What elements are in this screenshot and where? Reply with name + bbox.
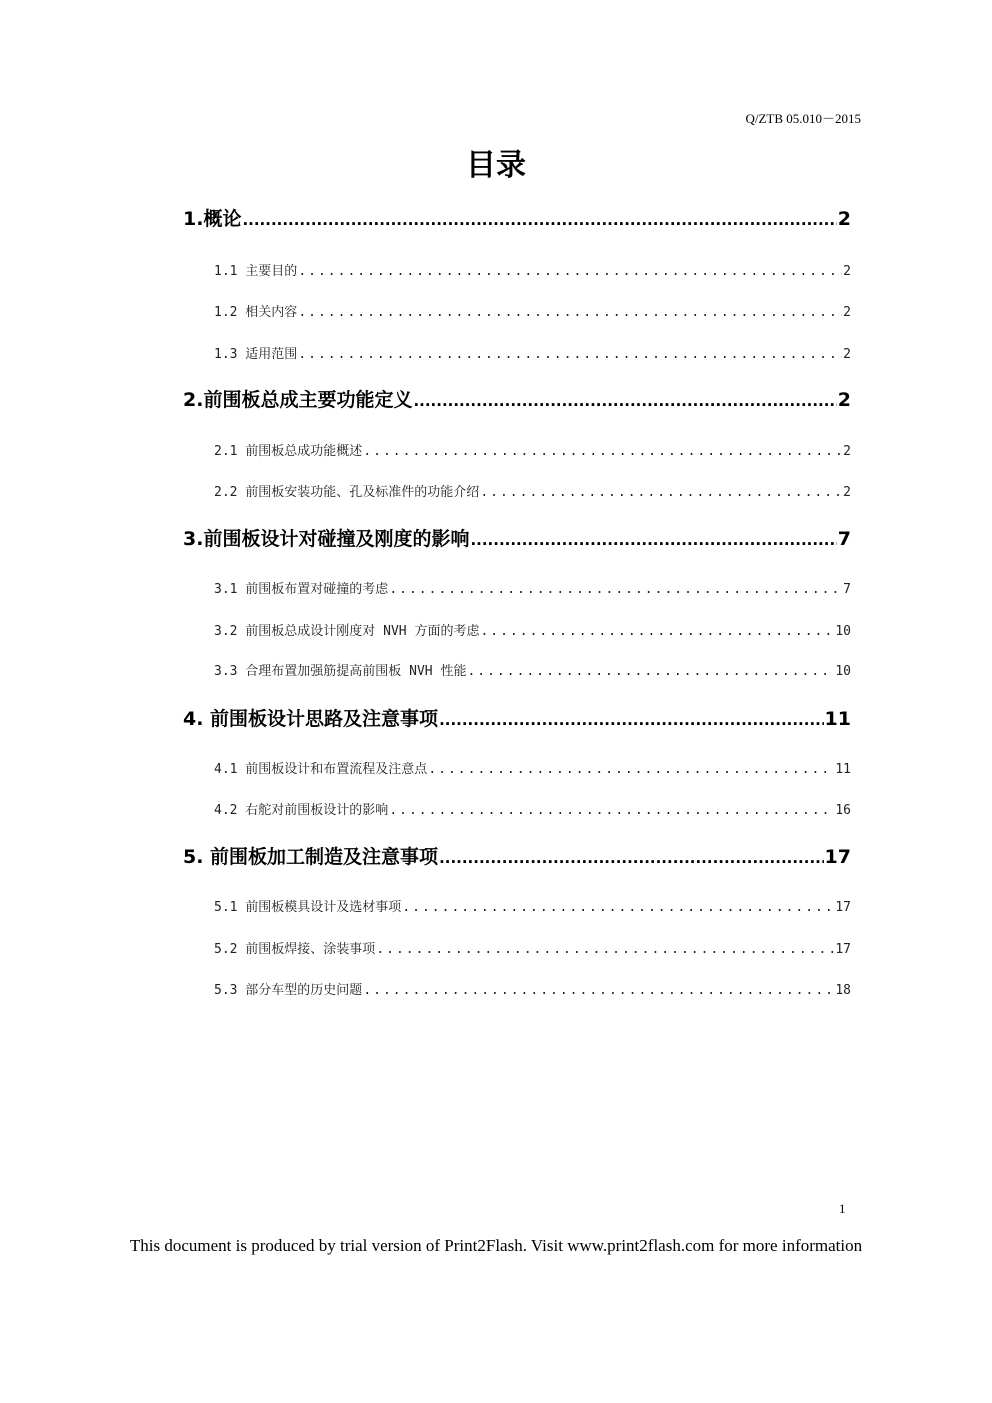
toc-leader bbox=[439, 849, 823, 867]
toc-entry-label: 4.1 前围板设计和布置流程及注意点 bbox=[214, 762, 428, 777]
toc-entry-label: 2.1 前围板总成功能概述 bbox=[214, 444, 363, 459]
toc-entry-page: 16 bbox=[835, 803, 851, 818]
toc-entry-page: 2 bbox=[843, 305, 851, 320]
toc-entry-label: 1.概论 bbox=[183, 208, 242, 230]
toc-leader bbox=[389, 803, 834, 818]
toc-entry-page: 11 bbox=[835, 762, 851, 777]
toc-entry[interactable] bbox=[214, 896, 851, 915]
toc-entry-label: 5.1 前围板模具设计及选材事项 bbox=[214, 900, 402, 915]
toc-entry[interactable] bbox=[183, 842, 851, 869]
toc-entry[interactable] bbox=[214, 481, 851, 500]
toc-entry-page: 18 bbox=[835, 983, 851, 998]
toc-entry-label: 3.3 合理布置加强筋提高前围板 NVH 性能 bbox=[214, 664, 467, 679]
toc-leader bbox=[298, 347, 842, 362]
toc-entry[interactable] bbox=[214, 301, 851, 320]
page-title: 目录 bbox=[466, 148, 526, 183]
toc-leader bbox=[428, 762, 834, 777]
toc-entry-page: 2 bbox=[843, 444, 851, 459]
toc-leader bbox=[413, 392, 836, 410]
toc-leader bbox=[376, 942, 834, 957]
toc-leader bbox=[467, 664, 834, 679]
toc-entry[interactable] bbox=[214, 758, 851, 777]
toc-leader bbox=[298, 305, 842, 320]
toc-entry-label: 1.3 适用范围 bbox=[214, 347, 298, 362]
toc-entry-page: 2 bbox=[837, 389, 851, 411]
document-code: Q/ZTB 05.010－2015 bbox=[745, 111, 861, 126]
toc-entry-page: 2 bbox=[837, 208, 851, 230]
toc-leader bbox=[470, 531, 836, 549]
toc-entry-page: 17 bbox=[835, 942, 851, 957]
toc-entry-label: 5. 前围板加工制造及注意事项 bbox=[183, 846, 439, 868]
toc-entry-label: 4. 前围板设计思路及注意事项 bbox=[183, 708, 439, 730]
toc-entry-page: 2 bbox=[843, 485, 851, 500]
toc-entry[interactable] bbox=[214, 343, 851, 362]
toc-entry[interactable] bbox=[214, 938, 851, 957]
toc-leader bbox=[389, 582, 842, 597]
toc-entry[interactable] bbox=[214, 260, 851, 279]
toc-entry[interactable] bbox=[214, 620, 851, 639]
toc-entry[interactable] bbox=[214, 660, 851, 679]
toc-entry-label: 5.2 前围板焊接、涂装事项 bbox=[214, 942, 376, 957]
toc-entry[interactable] bbox=[183, 704, 851, 731]
toc-entry-label: 1.1 主要目的 bbox=[214, 264, 298, 279]
toc-leader bbox=[363, 444, 842, 459]
toc-leader bbox=[480, 624, 834, 639]
toc-entry-page: 17 bbox=[824, 846, 851, 868]
toc-entry-label: 3.2 前围板总成设计刚度对 NVH 方面的考虑 bbox=[214, 624, 480, 639]
toc-entry-label: 5.3 部分车型的历史问题 bbox=[214, 983, 363, 998]
toc-entry-label: 3.前围板设计对碰撞及刚度的影响 bbox=[183, 528, 470, 550]
toc-entry-label: 2.前围板总成主要功能定义 bbox=[183, 389, 413, 411]
toc-leader bbox=[439, 711, 823, 729]
toc-entry-label: 2.2 前围板安装功能、孔及标准件的功能介绍 bbox=[214, 485, 480, 500]
trial-watermark: This document is produced by trial version of Print2Flash. Visit www.print2flash.com for more information bbox=[129, 1236, 863, 1255]
toc-entry[interactable] bbox=[214, 578, 851, 597]
toc-entry-page: 2 bbox=[843, 347, 851, 362]
toc-entry[interactable] bbox=[183, 524, 851, 551]
toc-entry-page: 11 bbox=[824, 708, 851, 730]
toc-entry-label: 1.2 相关内容 bbox=[214, 305, 298, 320]
toc-entry-page: 10 bbox=[835, 664, 851, 679]
toc-leader bbox=[363, 983, 834, 998]
toc-entry-label: 4.2 右舵对前围板设计的影响 bbox=[214, 803, 389, 818]
toc-entry-label: 3.1 前围板布置对碰撞的考虑 bbox=[214, 582, 389, 597]
toc-leader bbox=[298, 264, 842, 279]
toc-entry-page: 7 bbox=[843, 582, 851, 597]
toc-leader bbox=[480, 485, 842, 500]
toc-entry-page: 7 bbox=[837, 528, 851, 550]
toc-entry[interactable] bbox=[183, 385, 851, 412]
toc-entry[interactable] bbox=[183, 204, 851, 231]
toc-leader bbox=[242, 211, 836, 229]
toc-entry[interactable] bbox=[214, 440, 851, 459]
toc-entry[interactable] bbox=[214, 979, 851, 998]
toc-entry[interactable] bbox=[214, 799, 851, 818]
toc-entry-page: 17 bbox=[835, 900, 851, 915]
page-number: 1 bbox=[839, 1201, 846, 1216]
toc-entry-page: 2 bbox=[843, 264, 851, 279]
toc-leader bbox=[402, 900, 834, 915]
toc-entry-page: 10 bbox=[835, 624, 851, 639]
